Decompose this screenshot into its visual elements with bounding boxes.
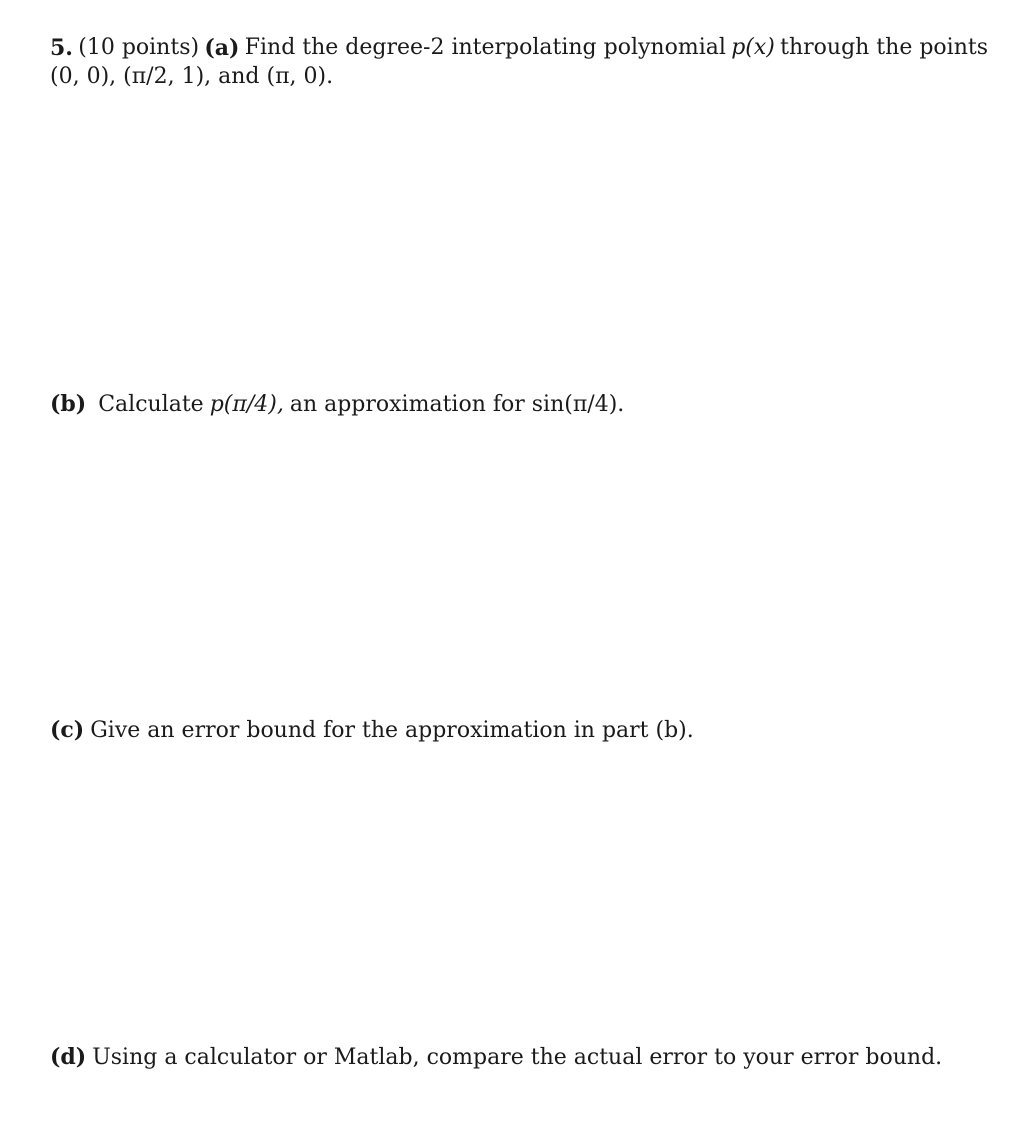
part-a-text: Find the degree-2 interpolating polynomial — [244, 35, 726, 60]
part-a-points: (0, 0), (π/2, 1), and (π, 0). — [50, 64, 334, 89]
part-c-text: Give an error bound for the approximation in part (b). — [90, 718, 694, 743]
part-d — [50, 1043, 942, 1072]
part-d-text: Using a calculator or Matlab, compare the actual error to your error bound. — [92, 1045, 943, 1070]
part-d-label: (d) — [50, 1044, 87, 1070]
part-a-line-1 — [50, 34, 988, 62]
part-a-line-2 — [50, 63, 333, 91]
part-b-label: (b) — [50, 391, 87, 417]
part-c-label: (c) — [50, 717, 85, 743]
part-a-label: (a) — [204, 35, 240, 61]
question-number: 5. — [50, 35, 73, 61]
question-points: (10 points) — [78, 35, 200, 60]
part-b — [50, 390, 624, 419]
part-a-text-end: through the points — [780, 35, 988, 60]
part-b-expression: p(π/4), — [209, 392, 284, 417]
part-b-text-start: Calculate — [98, 392, 204, 417]
part-a-polynomial: p(x) — [731, 35, 775, 60]
part-c — [50, 716, 694, 745]
part-b-text-end: an approximation for sin(π/4). — [289, 392, 625, 417]
